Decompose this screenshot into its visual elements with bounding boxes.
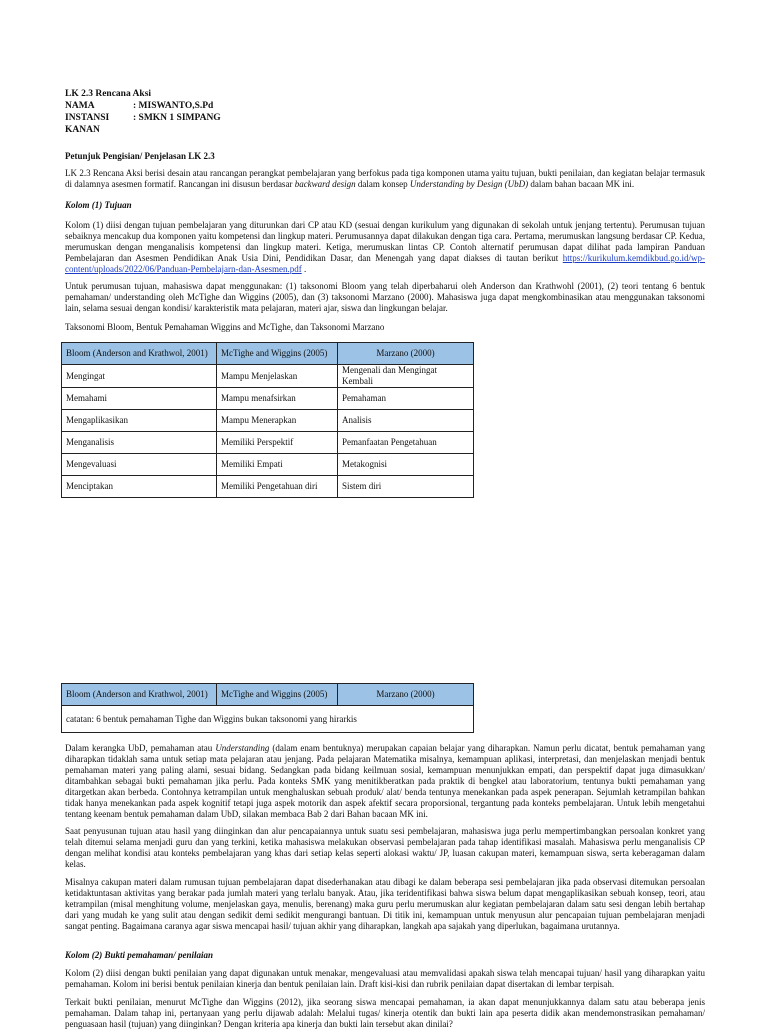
- ubd-paragraph: [65, 743, 705, 820]
- misalnya-paragraph: Misalnya cakupan materi dalam rumusan tujuan pembelajaran dapat disederhanakan atau dibagi ke dalam beberapa sesi pembelajaran jika pada observasi ditemukan persoalan ketidaktuntasan aktivitas yang berakar pada jumlah materi yang terlalu banyak. Atau, jika teridentifikasi bahwa siswa belum dapat mengaplikasikan sebuah konsep, teori, atau ketrampilan (misal menghitung volume, menjelaskan gaya, menulis, berenang) maka guru perlu merumuskan alur kegiatan pembelajaran dalam satu sesi dengan lebih bertahap dari yang mudah ke yang sulit atau dengan sedikit demi sedikit mengurangi bantuan. Di titik ini, kemampuan untuk menyusun alur pencapaian tujuan pembelajaran menjadi sangat penting. Bagaimana caranya agar siswa mencapai hasil/ tujuan akhir yang diharapkan, langkah apa sajakah yang diperlukan, bagaimana urutannya.: [65, 877, 705, 931]
- instansi-label: INSTANSI: [65, 113, 110, 123]
- ubd-text-b: Understanding: [215, 743, 270, 753]
- kolom1-paragraph-2: Untuk perumusan tujuan, mahasiswa dapat menggunakan: (1) taksonomi Bloom yang telah diperbaharui oleh Anderson dan Krathwohl (2001), (2) teori tentang 6 bentuk pemahaman/ understanding oleh McTighe dan Wiggins (2005), dan (3) taksonomi Marzano (2000). Mahasiswa juga dapat mengkombinasikan atau menggunakan taksonomi lain, selama sesuai dengan kondisi/ karakteristik mata pelajaran, materi ajar, siswa dan lingkungan belajar.: [65, 281, 705, 313]
- header-mctighe: McTighe and Wiggins (2005): [217, 684, 338, 706]
- instansi-row: [65, 112, 705, 124]
- table-row: [62, 410, 474, 432]
- intro-text-a: LK 2.3 Rencana Aksi berisi desain atau rancangan perangkat pembelajaran yang berfokus pada tiga komponen utama yaitu tujuan, bukti penilaian, dan kegiatan belajar termasuk di dalamnya asesmen formatif. Rancangan ini disusun berdasar: [65, 168, 705, 189]
- table-cell: Mengenali dan Mengingat Kembali: [338, 365, 474, 388]
- table-note: catatan: 6 bentuk pemahaman Tighe dan Wiggins bukan taksonomi yang hirarkis: [62, 706, 474, 733]
- table-row: [62, 454, 474, 476]
- saat-paragraph: Saat penyusunan tujuan atau hasil yang diinginkan dan alur pencapaiannya untuk suatu sesi pembelajaran, mahasiswa juga perlu mempertimbangkan persoalan konkret yang telah ditemui selama menjadi guru dan yang terkini, ketika mahasiswa melakukan observasi pembelajaran pada tahap identifikasi masalah. Mahasiswa perlu menganalisis CP dengan melihat kondisi atau konteks pembelajaran yang khas dari setiap kelas seperti alokasi waktu/ JP, luasan cakupan materi, kemampuan siswa, serta keberagaman dalam kelas.: [65, 826, 705, 869]
- intro-text-c: dalam konsep: [355, 179, 410, 189]
- intro-paragraph: [65, 168, 705, 190]
- table-cell: Sistem diri: [338, 476, 474, 498]
- kolom2-heading: Kolom (2) Bukti pemahaman/ penilaian: [65, 950, 214, 960]
- header-bloom: Bloom (Anderson and Krathwol, 2001): [62, 343, 217, 365]
- table-cell: Metakognisi: [338, 454, 474, 476]
- taxonomy-table-header-row: [62, 684, 474, 706]
- table-cell: Memiliki Pengetahuan diri: [217, 476, 338, 498]
- intro-text-e: dalam bahan bacaan MK ini.: [528, 179, 635, 189]
- table-row: [62, 476, 474, 498]
- kolom2-paragraph-2: Terkait bukti penilaian, menurut McTighe dan Wiggins (2012), jika seorang siswa mencapai pemahaman, ia akan dapat menunjukkannya dalam satu atau beberapa jenis pemahaman. Dalam tahap ini, pertanyaan yang perlu dijawab adalah: Melalui tugas/ kinerja otentik dan bukti lain apa peserta didik akan mendemonstrasikan pemahaman/ penguasaan hasil (tujuan) yang diinginkan? Dengan kriteria apa kinerja dan bukti lain tersebut akan dinilai?: [65, 997, 705, 1029]
- table-cell: Analisis: [338, 410, 474, 432]
- table-cell: Mengingat: [62, 365, 217, 388]
- header-marzano: Marzano (2000): [338, 343, 474, 365]
- taxonomy-table-continued: [61, 683, 474, 733]
- document-header: [65, 88, 705, 136]
- taxonomy-table-header-row: [62, 343, 474, 365]
- kolom1-text: Kolom (1) diisi dengan tujuan pembelajaran yang diturunkan dari CP atau KD (sesuai dengan kurikulum yang digunakan di sekolah untuk jenjang tertentu). Perumusan tujuan sebaiknya mencakup dua komponen yaitu kompetensi dan lingkup materi. Perumusannya dapat dilakukan dengan tiga cara. Pertama, merumuskan langsung berdasar CP. Kedua, merumuskan dengan menganalisis kompetensi dan lingkup materi. Ketiga, merumuskan lintas CP. Contoh alternatif perumusan dapat dilihat pada lampiran Panduan Pembelajaran dan Asesmen Pendidikan Anak Usia Dini, Pendidikan Dasar, dan Menengah yang dapat diakses di tautan berikut: [65, 220, 705, 263]
- header-mctighe: McTighe and Wiggins (2005): [217, 343, 338, 365]
- nama-value: : MISWANTO,S.Pd: [133, 101, 214, 111]
- nama-row: [65, 100, 705, 112]
- table-row: [62, 365, 474, 388]
- table-cell: Menciptakan: [62, 476, 217, 498]
- table-cell: Pemanfaatan Pengetahuan: [338, 432, 474, 454]
- table-cell: Mengevaluasi: [62, 454, 217, 476]
- table-row: [62, 432, 474, 454]
- instansi-continuation: KANAN: [65, 125, 100, 135]
- table-cell: Pemahaman: [338, 388, 474, 410]
- intro-text-d: Understanding by Design (UbD): [409, 179, 529, 189]
- table-cell: Menganalisis: [62, 432, 217, 454]
- table-cell: Mengaplikasikan: [62, 410, 217, 432]
- kolom2-paragraph-1: Kolom (2) diisi dengan bukti penilaian yang dapat digunakan untuk menakar, mengevaluasi atau memvalidasi apakah siswa telah mencapai tujuan/ hasil yang diharapkan yaitu pemahaman. Kolom ini berisi bentuk penilaian kinerja dan bentuk penilaian lain. Draft kisi-kisi dan rubrik penilaian dapat disertakan di lembar terpisah.: [65, 968, 705, 989]
- table-cell: Memiliki Perspektif: [217, 432, 338, 454]
- table-cell: Mampu Menjelaskan: [217, 365, 338, 388]
- table-cell: Mampu menafsirkan: [217, 388, 338, 410]
- table-note-row: [62, 706, 474, 733]
- instansi-value: : SMKN 1 SIMPANG: [133, 113, 221, 123]
- kolom1-paragraph-1: Kolom (1) diisi dengan tujuan pembelajaran yang diturunkan dari CP atau KD (sesuai dengan kurikulum yang digunakan di sekolah untuk jenjang tertentu). Perumusan tujuan sebaiknya mencakup dua komponen yaitu kompetensi dan lingkup materi. Perumusannya dapat dilakukan dengan tiga cara. Pertama, merumuskan langsung berdasar CP. Kedua, merumuskan dengan menganalisis kompetensi dan lingkup materi. Ketiga, merumuskan lintas CP. Contoh alternatif perumusan dapat dilihat pada lampiran Panduan Pembelajaran dan Asesmen Pendidikan Anak Usia Dini, Pendidikan Dasar, dan Menengah yang dapat diakses di tautan berikut https://kurikulum.kemdikbud.go.id/wp-content/uploads/2022/06/Panduan-Pembelajarn-dan-Asesmen.pdf .: [65, 220, 705, 274]
- document-title: LK 2.3 Rencana Aksi: [65, 89, 152, 99]
- table-caption: Taksonomi Bloom, Bentuk Pemahaman Wiggins and McTighe, dan Taksonomi Marzano: [65, 322, 385, 332]
- header-bloom: Bloom (Anderson and Krathwol, 2001): [62, 684, 217, 706]
- table-cell: Memiliki Empati: [217, 454, 338, 476]
- table-cell: Memahami: [62, 388, 217, 410]
- taxonomy-table: [61, 342, 474, 498]
- nama-label: NAMA: [65, 101, 95, 111]
- intro-text-b: backward design: [294, 179, 356, 189]
- petunjuk-heading: Petunjuk Pengisian/ Penjelasan LK 2.3: [65, 151, 215, 161]
- panduan-link[interactable]: https://kurikulum.kemdikbud.go.id/wp-content/uploads/2022/06/Panduan-Pembelajarn-dan-Asesmen.pdf: [65, 253, 705, 274]
- ubd-text-a: Dalam kerangka UbD, pemahaman atau: [65, 743, 216, 753]
- table-cell: Mampu Menerapkan: [217, 410, 338, 432]
- table-row: [62, 388, 474, 410]
- kolom1-heading: Kolom (1) Tujuan: [65, 200, 132, 210]
- ubd-text-c: (dalam enam bentuknya) merupakan capaian belajar yang diharapkan. Namun perlu dicatat, bentuk pemahaman yang diharapkan tidaklah sama untuk setiap mata pelajaran atau jenjang. Pada pelajaran Matematika misalnya, kemampuan aplikasi, interpretasi, dan menjelaskan menjadi bentuk pemahaman materi yang paling alami, sesuai bidang. Sedangkan pada bidang keilmuan sosial, kemampuan menunjukkan empati, dan perspektif dapat juga dimasukkan/ ditambahkan sebagai bukti pemahaman jika perlu. Pada konteks SMK yang menitikberatkan pada praktik di bengkel atau laboratorium, tentunya bukti pemahaman yang ditargetkan akan berbeda. Contohnya ketrampilan untuk menghaluskan sebuah produk/ alat/ benda tentunya menekankan pada aspek penerapan. Sejumlah ketrampilan bahkan tidak hanya menekankan pada aspek kognitif tetapi juga aspek motorik dan aspek afektif secara proporsional, tergantung pada konteks pembelajaran. Untuk lebih mengetahui tentang keenam bentuk pemahaman dalam UbD, silakan membaca Bab 2 dari Bahan bacaan MK ini.: [65, 743, 705, 819]
- header-marzano: Marzano (2000): [338, 684, 474, 706]
